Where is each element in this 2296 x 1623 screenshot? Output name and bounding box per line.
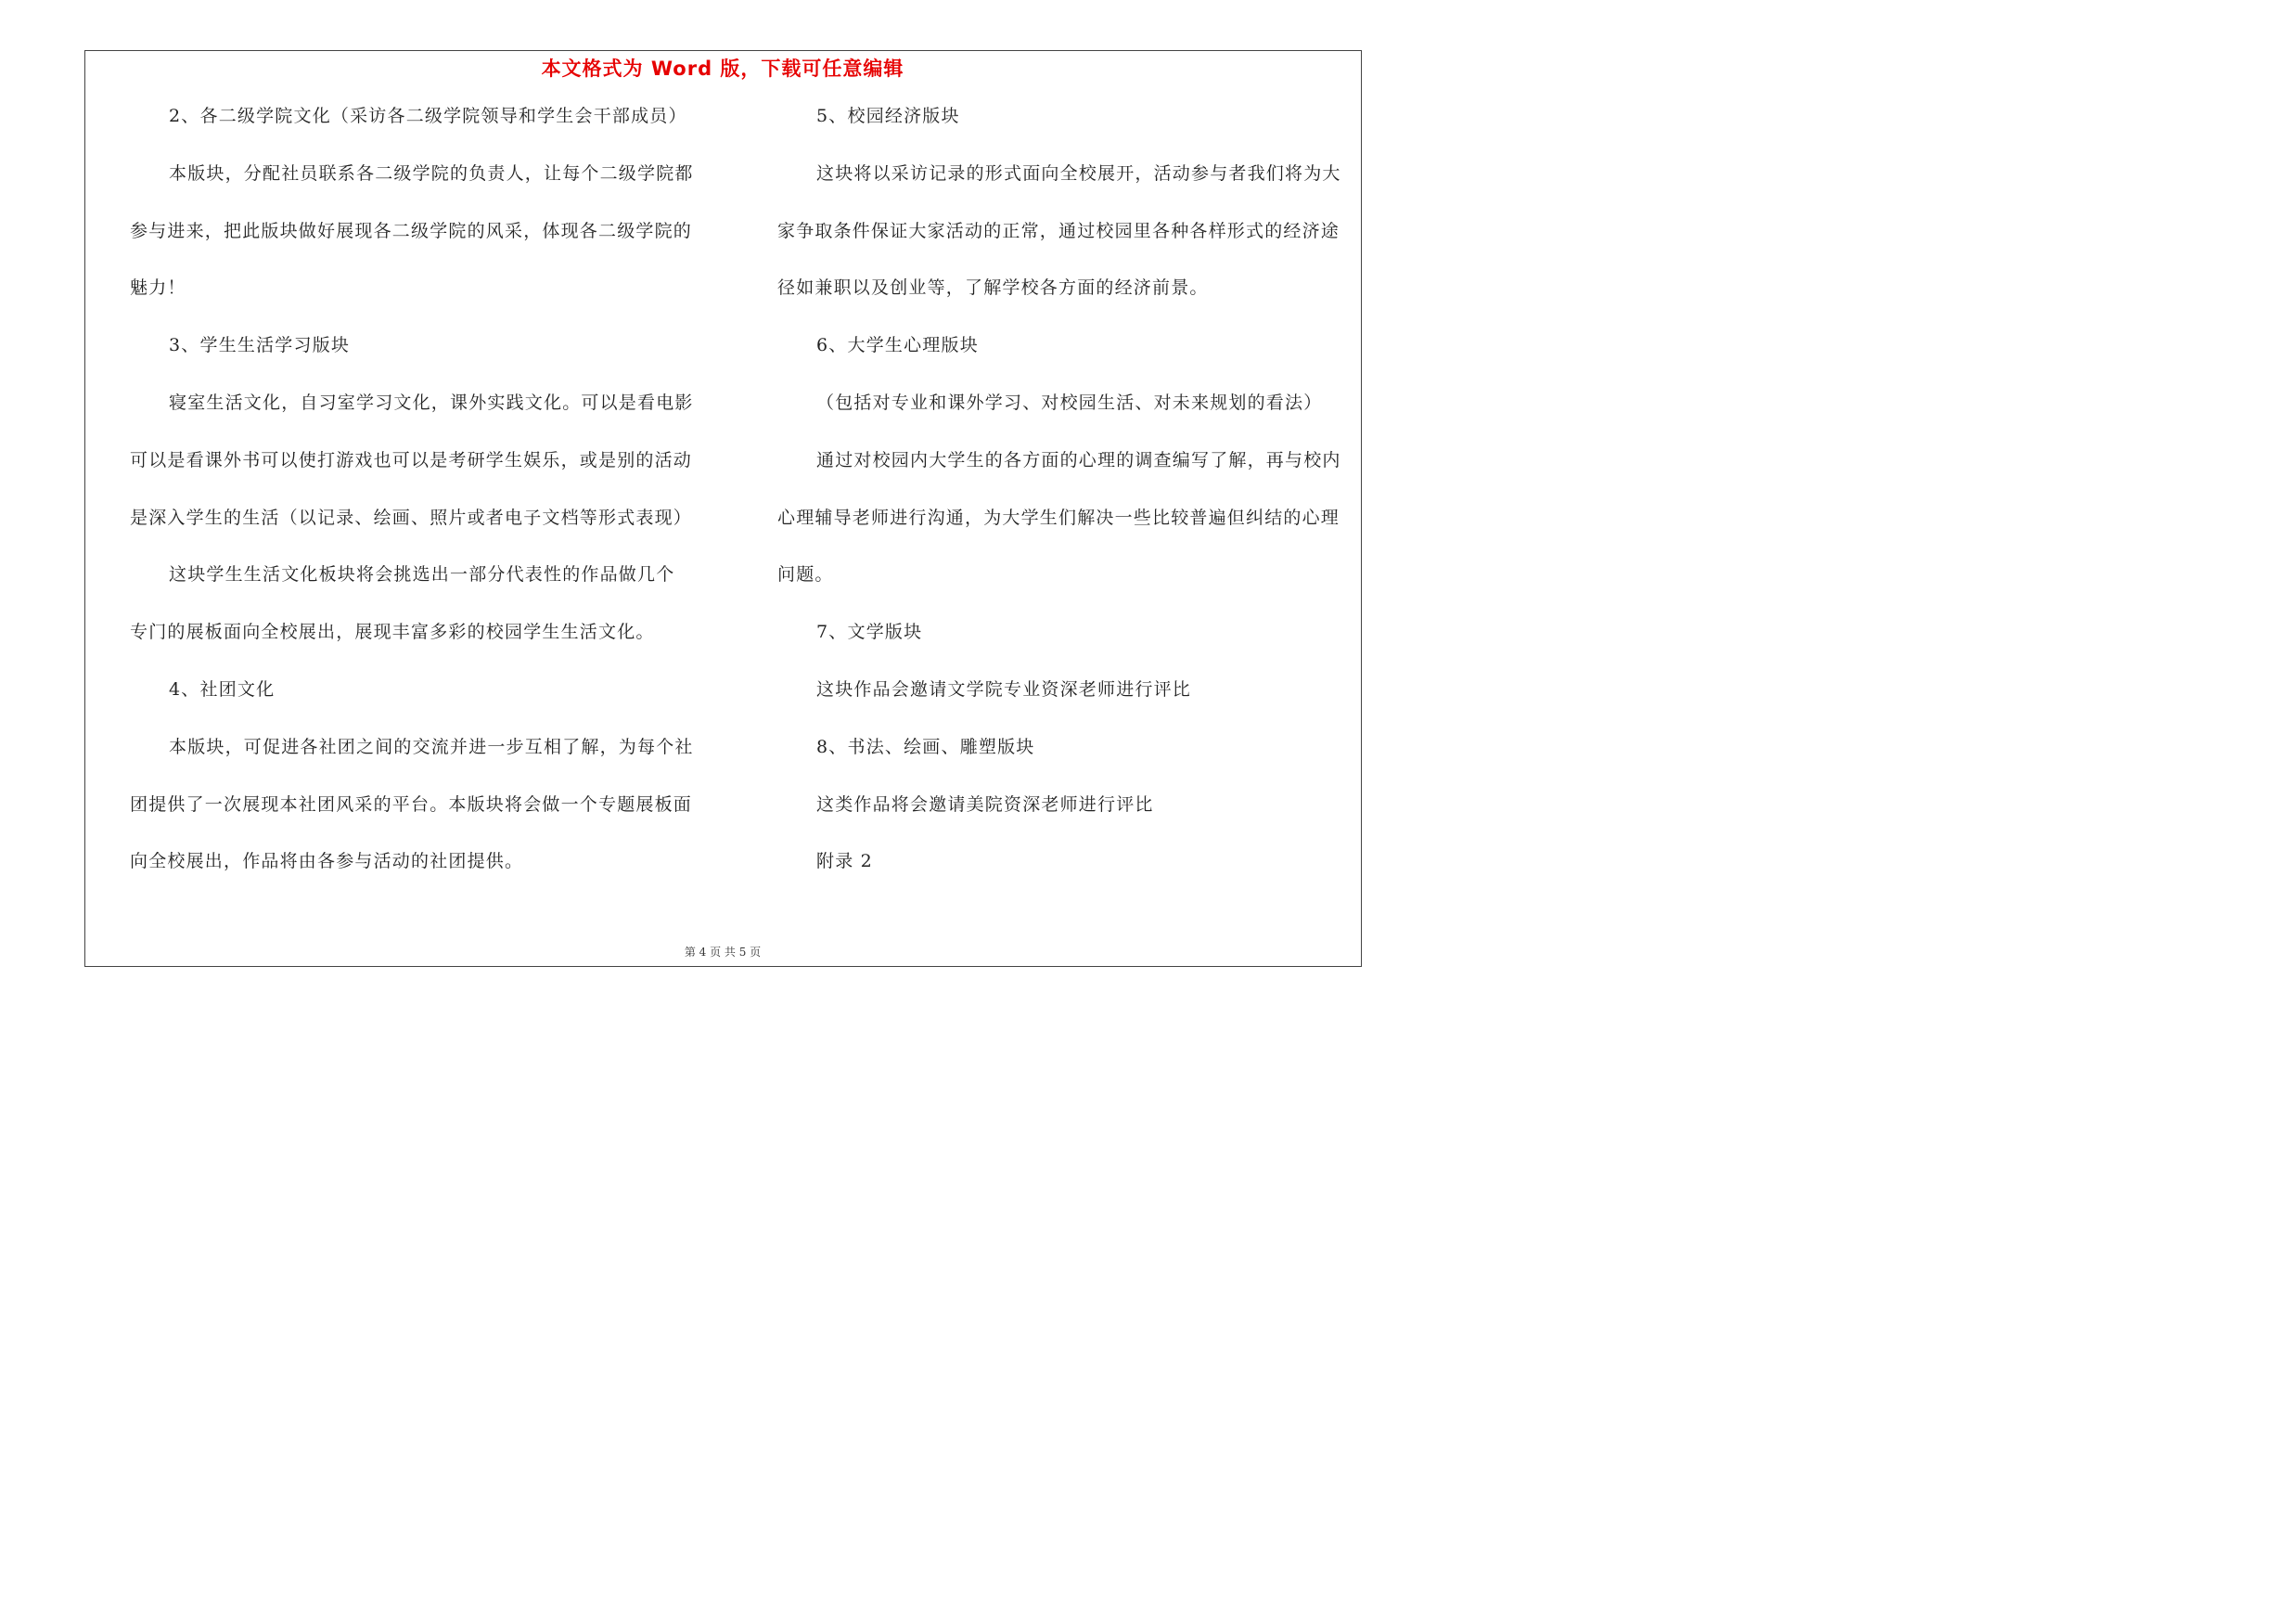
appendix-label: 附录 2 xyxy=(816,851,873,871)
paragraph-line: 是深入学生的生活（以记录、绘画、照片或者电子文档等形式表现） xyxy=(130,508,693,528)
page-number: 第 4 页 共 5 页 xyxy=(684,946,762,959)
section-heading: 3、学生生活学习版块 xyxy=(169,335,351,355)
paragraph-line: 这块将以采访记录的形式面向全校展开，活动参与者我们将为大 xyxy=(816,163,1341,184)
paragraph-line: 这类作品将会邀请美院资深老师进行评比 xyxy=(816,794,1154,815)
paragraph-line: 专门的展板面向全校展出，展现丰富多彩的校园学生生活文化。 xyxy=(130,622,655,642)
paragraph-line: 心理辅导老师进行沟通，为大学生们解决一些比较普遍但纠结的心理 xyxy=(777,508,1340,528)
paragraph-line: 团提供了一次展现本社团风采的平台。本版块将会做一个专题展板面 xyxy=(130,794,693,815)
paragraph-line: 参与进来，把此版块做好展现各二级学院的风采，体现各二级学院的 xyxy=(130,221,693,241)
section-heading: 8、书法、绘画、雕塑版块 xyxy=(816,737,1035,757)
paragraph-line: 径如兼职以及创业等，了解学校各方面的经济前景。 xyxy=(777,277,1209,298)
paragraph-line: 问题。 xyxy=(777,564,834,585)
section-heading: 5、校园经济版块 xyxy=(816,106,960,126)
paragraph-line: 2、各二级学院文化（采访各二级学院领导和学生会干部成员） xyxy=(169,106,687,126)
paragraph-line: 本版块，可促进各社团之间的交流并进一步互相了解，为每个社 xyxy=(169,737,694,757)
paragraph-line: 家争取条件保证大家活动的正常，通过校园里各种各样形式的经济途 xyxy=(777,221,1340,241)
section-heading: 4、社团文化 xyxy=(169,679,276,700)
paragraph-line: 这块学生生活文化板块将会挑选出一部分代表性的作品做几个 xyxy=(169,564,675,585)
paragraph-line: 可以是看课外书可以使打游戏也可以是考研学生娱乐，或是别的活动 xyxy=(130,450,693,470)
paragraph-line: （包括对专业和课外学习、对校园生活、对未来规划的看法） xyxy=(816,393,1323,413)
paragraph-line: 寝室生活文化，自习室学习文化，课外实践文化。可以是看电影 xyxy=(169,393,694,413)
section-heading: 7、文学版块 xyxy=(816,622,923,642)
paragraph-line: 向全校展出，作品将由各参与活动的社团提供。 xyxy=(130,851,524,871)
paragraph-line: 魅力！ xyxy=(130,277,186,298)
document-banner: 本文格式为 Word 版，下载可任意编辑 xyxy=(541,58,904,80)
paragraph-line: 通过对校园内大学生的各方面的心理的调查编写了解，再与校内 xyxy=(816,450,1341,470)
paragraph-line: 本版块，分配社员联系各二级学院的负责人，让每个二级学院都 xyxy=(169,163,694,184)
section-heading: 6、大学生心理版块 xyxy=(816,335,979,355)
paragraph-line: 这块作品会邀请文学院专业资深老师进行评比 xyxy=(816,679,1192,700)
